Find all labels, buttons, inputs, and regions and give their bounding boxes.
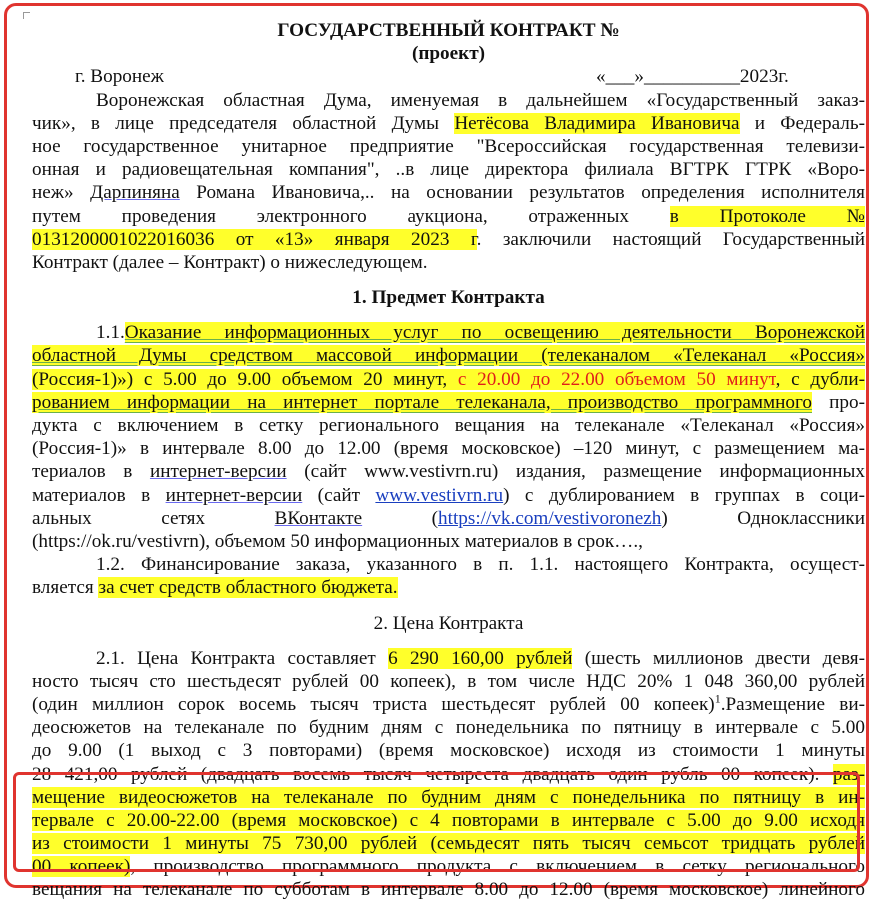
preamble-paragraph: Воронежская областная Дума, именуемая в дальнейшем «Государственный заказ- чик», в лице председателя областной Думы Нетёсова Владимира Ивановича и Федераль- ное государственное унитарное предприятие "Всероссийская государственная телевизи- онная и радиовещательная компания", ..в лице директора филиала ВГТРК ГТРК «Воро- неж» Дарпиняна Романа Ивановича,.. на основании результатов определения исполнителя путем проведения электронного аукциона, отраженных в Протоколе № 0131200001022016036 от «13» января 2023 г. заключили настоящий Государственный Контракт (далее – Контракт) о нижеследующем. <box>32 89 865 273</box>
doc-subtitle: (проект) <box>411 43 486 65</box>
margin-corner-mark <box>23 12 30 19</box>
city-date-line <box>32 65 865 88</box>
contract-date: «___»__________2023г. <box>596 66 789 88</box>
evening-slot-text: с 20.00 до 22.00 объемом 50 минут <box>447 368 776 390</box>
doc-title: ГОСУДАРСТВЕННЫЙ КОНТРАКТ № <box>277 20 620 41</box>
chairman-name: Нетёсова Владимира Ивановича <box>454 112 740 134</box>
document-page <box>32 6 865 901</box>
vk-link[interactable]: https://vk.com/vestivoronezh <box>438 507 662 529</box>
section-2-heading: 2. Цена Контракта <box>373 612 524 634</box>
protocol-ref: в Протоколе № <box>669 205 865 227</box>
contract-price: 6 290 160,00 рублей <box>388 647 573 669</box>
clause-2-1: 2.1. Цена Контракта составляет 6 290 160,00 рублей (шесть миллионов двести девя- носто тысяч сто шестьдесят рублей 00 копеек), в том числе НДС 20% 1 048 360,00 рублей (один миллион сорок восемь тысяч триста шестьдесят рублей 00 копеек)$^1$.Размещение ви- деосюжетов на телеканале по будним дням с понедельника по пятницу в интервале с 5.00 до 9.00 (1 выход с 3 повторами) (время московское) исходя из стоимости 1 минуты 28 421,00 рублей (двадцать восемь тысяч четыреста двадцать один рубль 00 копеек). раз- мещение видеосюжетов на телеканале по будним дням с понедельника по пятницу в ин- тервале с 20.00-22.00 (время московское) с 4 повторами в интервале с 5.00 до 9.00 исходя из стоимости 1 минуты 75 730,00 рублей (семьдесят пять тысяч семьсот тридцать рублей 00 копеек), производство программного продукта с включением в сетку регионального вещания на телеканале по субботам в интервале 8.00 до 12.00 (время московское) линейного <box>32 647 865 901</box>
budget-source: за счет средств областного бюджета. <box>98 577 398 599</box>
document-frame <box>4 3 869 901</box>
clause-1-1: 1.1.Оказание информационных услуг по освещению деятельности Воронежской областной Думы средством массовой информации (телеканалом «Телеканал «Россия» (Россия-1)») с 5.00 до 9.00 объемом 20 минут, с 20.00 до 22.00 объемом 50 минут, с дубли- рованием информации на интернет портале телеканала, производство программного про- дукта с включением в сетку регионального вещания на телеканале «Телеканал «Россия» (Россия-1)» в интервале 8.00 до 12.00 (время московское) –120 минут, с размещением ма- териалов в интернет-версии (сайт www.vestivrn.ru) издания, размещение информационных материалов в интернет-версии (сайт www.vestivrn.ru) с дублированием в группах в соци- альных сетях ВКонтакте (https://vk.com/vestivoronezh) Одноклассники (https://ok.ru/vestivrn), объемом 50 информационных материалов в срок…., <box>32 322 865 552</box>
vestivrn-link[interactable]: www.vestivrn.ru <box>375 484 504 506</box>
clause-1-2: 1.2. Финансирование заказа, указанного в п. 1.1. настоящего Контракта, осущест- вляется за счет средств областного бюджета. <box>32 554 865 599</box>
section-1-heading: 1. Предмет Контракта <box>352 287 545 309</box>
footnote-marker[interactable]: 1 <box>714 691 721 706</box>
protocol-number: 0131200001022016036 от «13» января 2023 г <box>32 228 477 250</box>
city: г. Воронеж <box>75 66 164 88</box>
